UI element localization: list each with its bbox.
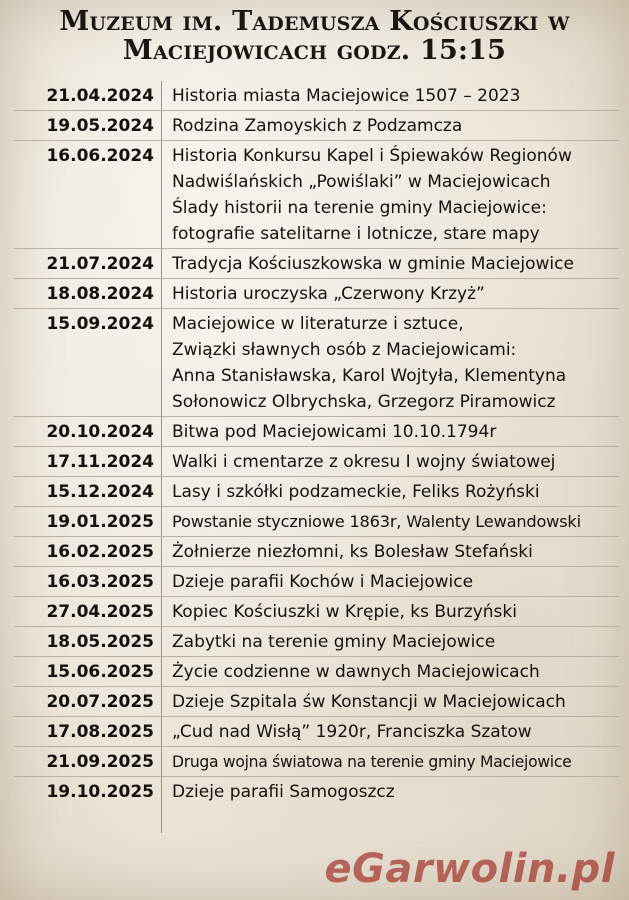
event-description — [161, 627, 619, 656]
event-description — [161, 537, 619, 566]
event-date: 21.09.2025 — [46, 752, 154, 772]
event-description-line: Anna Stanisławska, Karol Wojtyła, Klementyna — [172, 366, 567, 386]
event-description — [161, 717, 619, 746]
event-description-line: Kopiec Kościuszki w Krępie, ks Burzyński — [172, 602, 517, 622]
table-row — [14, 249, 619, 279]
table-row — [14, 507, 619, 537]
event-date: 16.06.2024 — [46, 146, 154, 166]
table-row — [14, 477, 619, 507]
event-description — [161, 597, 619, 626]
event-description — [161, 657, 619, 686]
event-date: 27.04.2025 — [46, 602, 154, 622]
event-description-line: fotografie satelitarne i lotnicze, stare mapy — [172, 224, 540, 244]
table-row — [14, 81, 619, 111]
event-date: 18.08.2024 — [46, 284, 154, 304]
table-row — [14, 747, 619, 777]
event-description — [161, 747, 619, 776]
event-description — [161, 567, 619, 596]
table-row — [14, 597, 619, 627]
event-description — [161, 111, 619, 140]
event-date: 15.09.2024 — [46, 314, 154, 334]
event-date: 19.01.2025 — [46, 512, 154, 532]
page-title — [0, 7, 629, 65]
event-description-line: Lasy i szkółki podzameckie, Feliks Rożyński — [172, 482, 540, 502]
event-description-line: Zabytki na terenie gminy Maciejowice — [172, 632, 496, 652]
event-date: 15.12.2024 — [46, 482, 154, 502]
event-description — [161, 309, 619, 416]
event-date: 15.06.2025 — [46, 662, 154, 682]
event-description-line: Dzieje parafii Kochów i Maciejowice — [172, 572, 474, 592]
event-description-line: Historia Konkursu Kapel i Śpiewaków Regionów — [172, 146, 572, 166]
event-description-line: Ślady historii na terenie gminy Maciejowice: — [172, 198, 547, 218]
event-date: 21.07.2024 — [46, 254, 154, 274]
event-date: 18.05.2025 — [46, 632, 154, 652]
event-description-line: „Cud nad Wisłą” 1920r, Franciszka Szatow — [172, 722, 532, 742]
event-description-line: Historia miasta Maciejowice 1507 – 2023 — [172, 86, 521, 106]
table-row — [14, 567, 619, 597]
title-line-1: Muzeum im. Tademusza Kościuszki w — [59, 6, 570, 37]
event-description-line: Bitwa pod Maciejowicami 10.10.1794r — [172, 422, 497, 442]
event-date: 17.11.2024 — [46, 452, 154, 472]
event-date: 17.08.2025 — [46, 722, 154, 742]
event-description-line: Związki sławnych osób z Maciejowicami: — [172, 340, 517, 360]
event-date: 20.07.2025 — [46, 692, 154, 712]
table-row — [14, 141, 619, 249]
event-description-line: Powstanie styczniowe 1863r, Walenty Lewandowski — [172, 512, 581, 531]
event-date: 21.04.2024 — [46, 86, 154, 106]
event-description-line: Żołnierze niezłomni, ks Bolesław Stefański — [172, 542, 533, 562]
table-row — [14, 687, 619, 717]
event-description-line: Dzieje Szpitala św Konstancji w Maciejowicach — [172, 692, 566, 712]
table-row — [14, 309, 619, 417]
event-description — [161, 477, 619, 506]
event-description-line: Walki i cmentarze z okresu I wojny światowej — [172, 452, 556, 472]
event-description — [161, 81, 619, 110]
event-description-line: Nadwiślańskich „Powiślaki” w Maciejowicach — [172, 172, 551, 192]
table-row — [14, 111, 619, 141]
table-row — [14, 777, 619, 833]
event-description-line: Historia uroczyska „Czerwony Krzyż” — [172, 284, 485, 304]
event-description — [161, 141, 619, 248]
event-description-line: Dzieje parafii Samogoszcz — [172, 782, 395, 802]
event-description-line: Sołonowicz Olbrychska, Grzegorz Piramowicz — [172, 392, 556, 412]
table-row — [14, 627, 619, 657]
event-description — [161, 417, 619, 446]
event-date: 19.10.2025 — [46, 782, 154, 802]
event-description — [161, 507, 619, 536]
title-line-2: Maciejowicach godz. 15:15 — [122, 35, 507, 66]
event-date: 20.10.2024 — [46, 422, 154, 442]
table-row — [14, 537, 619, 567]
event-description-line: Tradycja Kościuszkowska w gminie Maciejowice — [172, 254, 574, 274]
event-description — [161, 249, 619, 278]
event-description — [161, 777, 619, 833]
event-description — [161, 279, 619, 308]
table-row — [14, 279, 619, 309]
event-description — [161, 447, 619, 476]
event-date: 19.05.2024 — [46, 116, 154, 136]
event-description-line: Druga wojna światowa na terenie gminy Maciejowice — [172, 753, 572, 771]
table-row — [14, 447, 619, 477]
event-date: 16.02.2025 — [46, 542, 154, 562]
event-description-line: Maciejowice w literaturze i sztuce, — [172, 314, 464, 334]
event-description-line: Życie codzienne w dawnych Maciejowicach — [172, 662, 540, 682]
table-row — [14, 657, 619, 687]
event-description — [161, 687, 619, 716]
event-description-line: Rodzina Zamoyskich z Podzamcza — [172, 116, 463, 136]
table-row — [14, 417, 619, 447]
schedule-table — [14, 81, 619, 833]
watermark-logo: eGarwolin.pl — [324, 846, 615, 892]
table-row — [14, 717, 619, 747]
event-date: 16.03.2025 — [46, 572, 154, 592]
